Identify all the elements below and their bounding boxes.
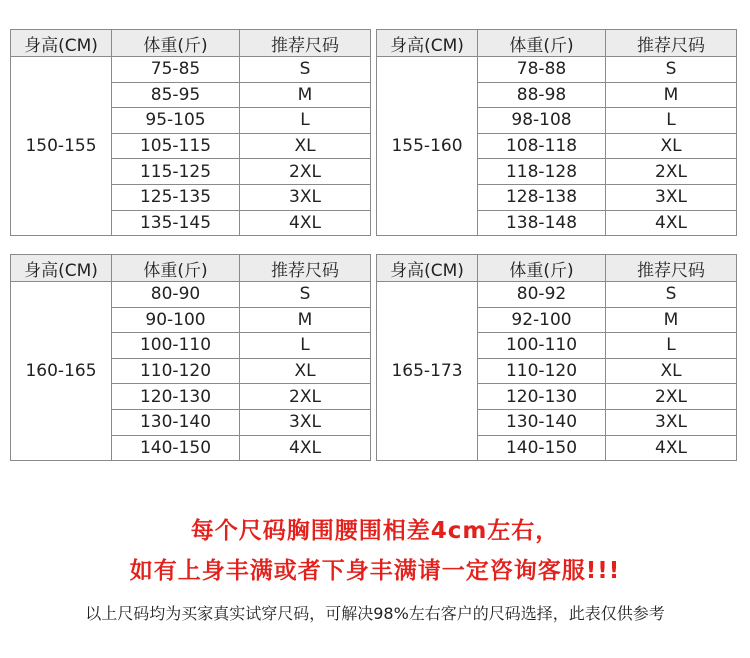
size-header: 推荐尺码 — [606, 30, 737, 57]
size-table-3 — [10, 254, 371, 461]
weight-header: 体重(斤) — [478, 255, 606, 282]
size-table-2 — [376, 29, 737, 236]
weight-cell: 80-92 — [478, 282, 606, 308]
weight-cell: 130-140 — [112, 409, 240, 435]
size-header: 推荐尺码 — [240, 255, 371, 282]
weight-cell: 105-115 — [112, 133, 240, 159]
size-cell: XL — [606, 358, 737, 384]
size-cell: 3XL — [606, 409, 737, 435]
size-cell: 2XL — [240, 384, 371, 410]
weight-cell: 128-138 — [478, 184, 606, 210]
weight-cell: 80-90 — [112, 282, 240, 308]
table-row — [377, 57, 737, 83]
table-row — [11, 57, 371, 83]
size-cell: S — [240, 282, 371, 308]
table-row — [11, 282, 371, 308]
size-cell: 2XL — [240, 159, 371, 185]
height-header: 身高(CM) — [377, 255, 478, 282]
size-cell: 4XL — [606, 210, 737, 236]
weight-cell: 95-105 — [112, 108, 240, 134]
size-table-1 — [10, 29, 371, 236]
size-cell: L — [606, 333, 737, 359]
size-cell: M — [606, 82, 737, 108]
weight-header: 体重(斤) — [112, 255, 240, 282]
table-header-row — [377, 255, 737, 282]
weight-cell: 100-110 — [478, 333, 606, 359]
size-cell: L — [240, 108, 371, 134]
size-cell: 3XL — [240, 409, 371, 435]
height-range-cell: 160-165 — [11, 282, 112, 461]
size-header: 推荐尺码 — [240, 30, 371, 57]
size-cell: 3XL — [240, 184, 371, 210]
size-cell: 3XL — [606, 184, 737, 210]
weight-cell: 110-120 — [478, 358, 606, 384]
size-header: 推荐尺码 — [606, 255, 737, 282]
weight-cell: 85-95 — [112, 82, 240, 108]
weight-cell: 90-100 — [112, 307, 240, 333]
table-header-row — [11, 30, 371, 57]
weight-cell: 115-125 — [112, 159, 240, 185]
weight-cell: 108-118 — [478, 133, 606, 159]
size-cell: XL — [240, 133, 371, 159]
size-cell: L — [606, 108, 737, 134]
height-range-cell: 150-155 — [11, 57, 112, 236]
height-header: 身高(CM) — [11, 255, 112, 282]
size-cell: 4XL — [240, 210, 371, 236]
weight-cell: 120-130 — [478, 384, 606, 410]
size-cell: S — [606, 282, 737, 308]
size-cell: 2XL — [606, 384, 737, 410]
notice-line-2: 如有上身丰满或者下身丰满请一定咨询客服!!! — [129, 558, 621, 584]
size-cell: 4XL — [240, 435, 371, 461]
weight-cell: 140-150 — [478, 435, 606, 461]
weight-cell: 92-100 — [478, 307, 606, 333]
height-header: 身高(CM) — [11, 30, 112, 57]
height-header: 身高(CM) — [377, 30, 478, 57]
weight-cell: 138-148 — [478, 210, 606, 236]
size-cell: XL — [240, 358, 371, 384]
size-cell: S — [606, 57, 737, 83]
weight-cell: 120-130 — [112, 384, 240, 410]
weight-cell: 75-85 — [112, 57, 240, 83]
weight-cell: 135-145 — [112, 210, 240, 236]
size-cell: M — [240, 307, 371, 333]
weight-cell: 118-128 — [478, 159, 606, 185]
size-cell: S — [240, 57, 371, 83]
size-cell: M — [240, 82, 371, 108]
weight-cell: 125-135 — [112, 184, 240, 210]
weight-cell: 78-88 — [478, 57, 606, 83]
weight-cell: 100-110 — [112, 333, 240, 359]
weight-cell: 98-108 — [478, 108, 606, 134]
weight-header: 体重(斤) — [112, 30, 240, 57]
table-row — [377, 282, 737, 308]
size-table-4 — [376, 254, 737, 461]
size-cell: 4XL — [606, 435, 737, 461]
weight-header: 体重(斤) — [478, 30, 606, 57]
size-cell: L — [240, 333, 371, 359]
size-cell: M — [606, 307, 737, 333]
weight-cell: 130-140 — [478, 409, 606, 435]
table-header-row — [11, 255, 371, 282]
size-cell: XL — [606, 133, 737, 159]
size-cell: 2XL — [606, 159, 737, 185]
weight-cell: 140-150 — [112, 435, 240, 461]
table-header-row — [377, 30, 737, 57]
weight-cell: 88-98 — [478, 82, 606, 108]
height-range-cell: 155-160 — [377, 57, 478, 236]
notice-line-1: 每个尺码胸围腰围相差4cm左右， — [190, 518, 560, 544]
footer-disclaimer: 以上尺码均为买家真实试穿尺码，可解决98%左右客户的尺码选择，此表仅供参考 — [85, 604, 665, 623]
weight-cell: 110-120 — [112, 358, 240, 384]
height-range-cell: 165-173 — [377, 282, 478, 461]
